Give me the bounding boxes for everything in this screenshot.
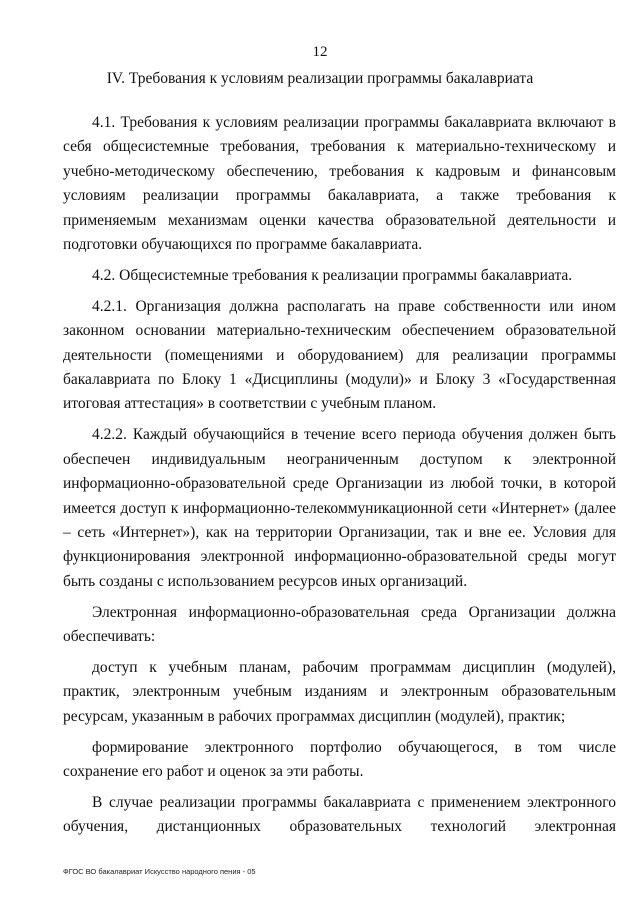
paragraph-4-2-2: 4.2.2. Каждый обучающийся в течение всего периода обучения должен быть обеспечен индивидуальным неограниченным доступом к электронной информационно-образовательной среде Организации из любой точки, в которой имеется доступ к информационно-телекоммуникационной сети «Интернет» (далее – сеть «Интернет»), как на территории Организации, так и вне ее. Условия для функционирования электронной информационно-образовательной среды могут быть созданы с использованием ресурсов иных организаций. (63, 426, 616, 590)
paragraph-4-2: 4.2. Общесистемные требования к реализации программы бакалавриата. (92, 266, 573, 284)
paragraph-distance-learning: В случае реализации программы бакалавриата с применением электронного обучения, дистанционных образовательных технологий электронная (63, 794, 616, 836)
section-heading: IV. Требования к условиям реализации программы бакалавриата (106, 70, 534, 87)
body-text (63, 111, 616, 846)
paragraph-eios-access: доступ к учебным планам, рабочим программам дисциплин (модулей), практик, электронным учебным изданиям и электронным образовательным ресурсам, указанным в рабочих программах дисциплин (модулей), практик; (63, 659, 616, 725)
page-number: 12 (312, 44, 328, 60)
paragraph-eios-intro: Электронная информационно-образовательная среда Организации должна обеспечивать: (63, 603, 616, 646)
paragraph-4-2-1: 4.2.1. Организация должна располагать на праве собственности или ином законном основании материально-техническим обеспечением образовательной деятельности (помещениями и оборудованием) для реализации программы бакалавриата по Блоку 1 «Дисциплины (модули)» и Блоку 3 «Государственная итоговая аттестация» в соответствии с учебным планом. (63, 297, 616, 413)
footer-note: ФГОС ВО бакалавриат Искусство народного пения - 05 (63, 867, 256, 876)
paragraph-4-1: 4.1. Требования к условиям реализации программы бакалавриата включают в себя общесистемные требования, требования к материально-техническому и учебно-методическому обеспечению, требования к кадровым и финансовым условиям реализации программы бакалавриата, а также требования к применяемым механизмам оценки качества образовательной деятельности и подготовки обучающихся по программе бакалавриата. (63, 114, 616, 254)
paragraph-eios-portfolio: формирование электронного портфолио обучающегося, в том числе сохранение его работ и оценок за эти работы. (63, 738, 616, 781)
